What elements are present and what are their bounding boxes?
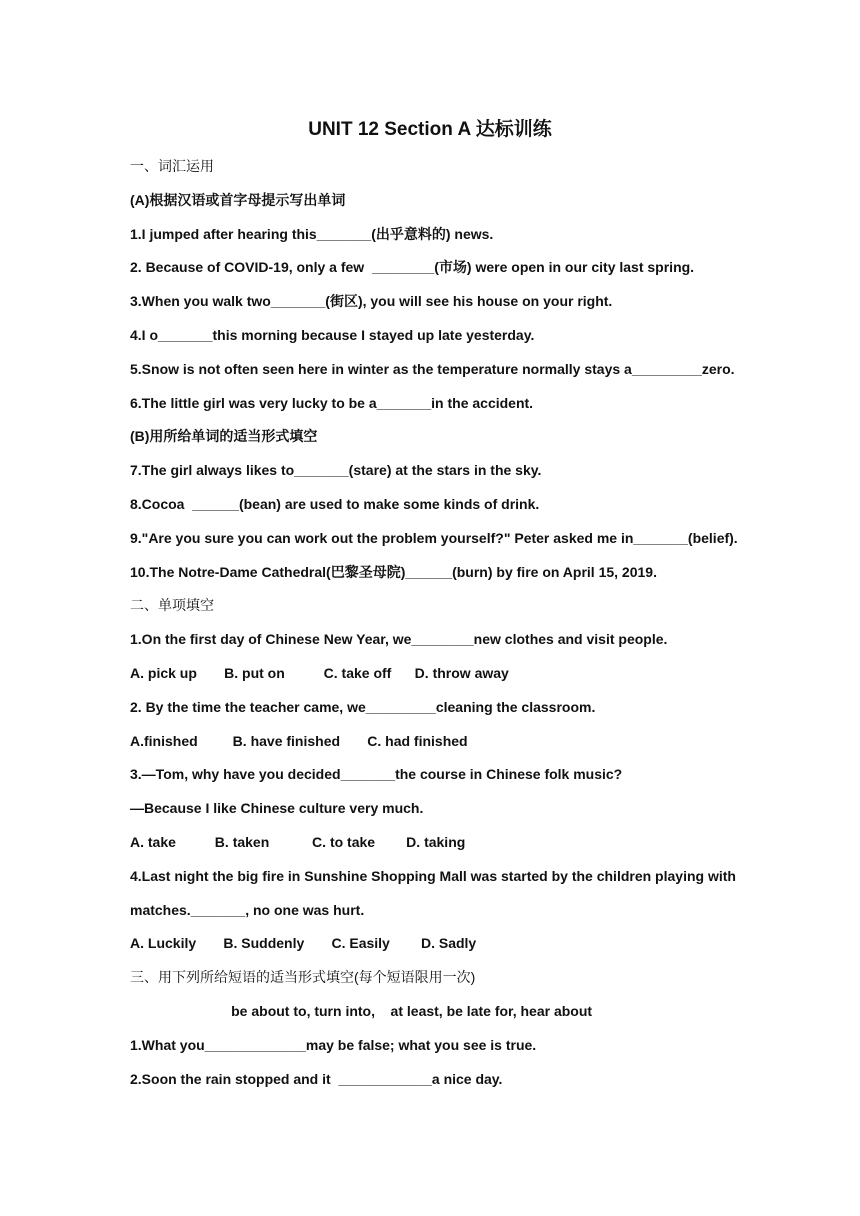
content-line: 2.Soon the rain stopped and it ____________a nice day.	[130, 1070, 503, 1087]
content-line: 三、用下列所给短语的适当形式填空(每个短语限用一次)	[130, 969, 476, 986]
content-line: 1.What you_____________may be false; what you see is true.	[130, 1036, 537, 1053]
content-line: 二、单项填空	[130, 597, 214, 614]
page-title: UNIT 12 Section A 达标训练	[308, 119, 552, 140]
content-line: 4.I o_______this morning because I stayed up late yesterday.	[130, 327, 535, 343]
content-line: (A)根据汉语或首字母提示写出单词	[130, 191, 346, 208]
content-line: 5.Snow is not often seen here in winter as the temperature normally stays a_________zero.	[130, 360, 735, 377]
content-line: A. take B. taken C. to take D. taking	[130, 834, 466, 850]
content-line: 2. By the time the teacher came, we_________cleaning the classroom.	[130, 698, 596, 715]
content-line: 2. Because of COVID-19, only a few ________(市场) were open in our city last spring.	[130, 259, 695, 276]
content-line: A. pick up B. put on C. take off D. throw away	[130, 665, 509, 681]
content-line: 9."Are you sure you can work out the problem yourself?" Peter asked me in_______(belief).	[130, 529, 738, 546]
content-line: —Because I like Chinese culture very much.	[130, 800, 424, 817]
content-line: 6.The little girl was very lucky to be a_______in the accident.	[130, 394, 534, 411]
content-line: (B)用所给单词的适当形式填空	[130, 428, 318, 445]
content-line: 一、词汇运用	[130, 158, 214, 174]
content-line: 1.On the first day of Chinese New Year, we________new clothes and visit people.	[130, 631, 668, 648]
content-line: 4.Last night the big fire in Sunshine Shopping Mall was started by the children playing with	[130, 867, 736, 884]
content-line: A. Luckily B. Suddenly C. Easily D. Sadly	[130, 935, 477, 952]
content-line: 3.When you walk two_______(街区), you will see his house on your right.	[130, 293, 613, 310]
content-line: matches._______, no one was hurt.	[130, 901, 365, 918]
content-line: 1.I jumped after hearing this_______(出乎意料的) news.	[130, 225, 494, 242]
content-line: 3.—Tom, why have you decided_______the course in Chinese folk music?	[130, 766, 623, 783]
content-line: 7.The girl always likes to_______(stare) at the stars in the sky.	[130, 462, 542, 479]
content-line: 8.Cocoa ______(bean) are used to make some kinds of drink.	[130, 496, 540, 512]
content-line: A.finished B. have finished C. had finished	[130, 732, 468, 749]
content-line: 10.The Notre-Dame Cathedral(巴黎圣母院)______(burn) by fire on April 15, 2019.	[130, 563, 657, 580]
content-line: be about to, turn into, at least, be late for, hear about	[130, 1003, 593, 1019]
